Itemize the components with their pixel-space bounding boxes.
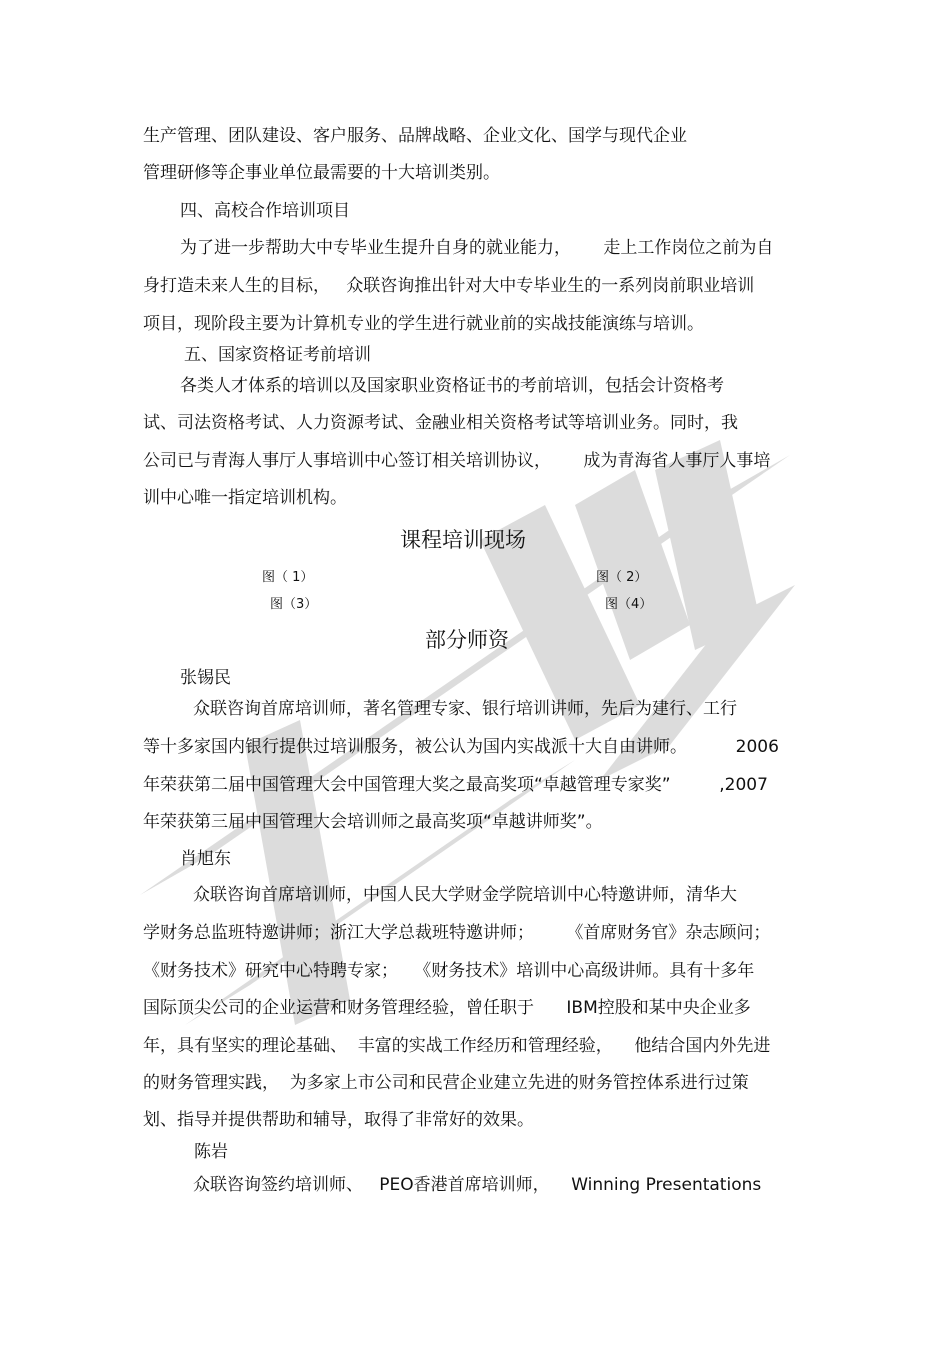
text-line: 生产管理、团队建设、客户服务、品牌战略、企业文化、国学与现代企业 — [143, 126, 687, 146]
text-line: 众联咨询首席培训师，著名管理专家、银行培训讲师，先后为建行、工行 — [193, 699, 737, 719]
text-line: 《财务技术》研究中心特聘专家； 《财务技术》培训中心高级讲师。具有十多年 — [143, 961, 755, 981]
figure-caption: 图（ 2） — [596, 570, 648, 585]
text-line: 年荣获第二届中国管理大会中国管理大奖之最高奖项“卓越管理专家奖” ,2007 — [143, 775, 768, 795]
text-line: 为了进一步帮助大中专毕业生提升自身的就业能力， 走上工作岗位之前为自 — [180, 238, 774, 258]
figure-caption: 图（ 1） — [262, 570, 314, 585]
text-line: 身打造未来人生的目标， 众联咨询推出针对大中专毕业生的一系列岗前职业培训 — [143, 276, 755, 296]
text-line: 国际顶尖公司的企业运营和财务管理经验，曾任职于 IBM控股和某中央企业多 — [143, 998, 751, 1018]
text-line: 训中心唯一指定培训机构。 — [143, 488, 347, 508]
section-heading: 四、高校合作培训项目 — [180, 201, 350, 221]
text-line: 等十多家国内银行提供过培训服务，被公认为国内实战派十大自由讲师。 2006 — [143, 737, 779, 757]
section-title: 课程培训现场 — [400, 528, 526, 552]
figure-caption: 图（3） — [270, 597, 318, 612]
text-line: 公司已与青海人事厅人事培训中心签订相关培训协议， 成为青海省人事厅人事培 — [143, 451, 771, 471]
figure-caption: 图（4） — [605, 597, 653, 612]
section-heading: 五、国家资格证考前培训 — [184, 345, 371, 365]
text-line: 各类人才体系的培训以及国家职业资格证书的考前培训，包括会计资格考 — [180, 376, 724, 396]
text-line: 学财务总监班特邀讲师；浙江大学总裁班特邀讲师； 《首席财务官》杂志顾问； — [143, 923, 771, 943]
text-line: 众联咨询签约培训师、 PEO香港首席培训师， Winning Presentations — [193, 1175, 762, 1195]
text-line: 的财务管理实践， 为多家上市公司和民营企业建立先进的财务管控体系进行过策 — [143, 1073, 749, 1093]
person-name: 张锡民 — [180, 668, 231, 688]
person-name: 肖旭东 — [180, 849, 231, 869]
text-line: 划、指导并提供帮助和辅导，取得了非常好的效果。 — [143, 1110, 534, 1130]
text-line: 项目，现阶段主要为计算机专业的学生进行就业前的实战技能演练与培训。 — [143, 314, 704, 334]
text-line: 众联咨询首席培训师，中国人民大学财金学院培训中心特邀讲师，清华大 — [193, 885, 737, 905]
text-line: 管理研修等企事业单位最需要的十大培训类别。 — [143, 163, 500, 183]
text-line: 年荣获第三届中国管理大会培训师之最高奖项“卓越讲师奖”。 — [143, 812, 603, 832]
text-line: 年，具有坚实的理论基础、 丰富的实战工作经历和管理经验， 他结合国内外先进 — [143, 1036, 771, 1056]
person-name: 陈岩 — [194, 1142, 228, 1162]
section-title: 部分师资 — [425, 628, 509, 652]
text-line: 试、司法资格考试、人力资源考试、金融业相关资格考试等培训业务。同时，我 — [143, 413, 738, 433]
